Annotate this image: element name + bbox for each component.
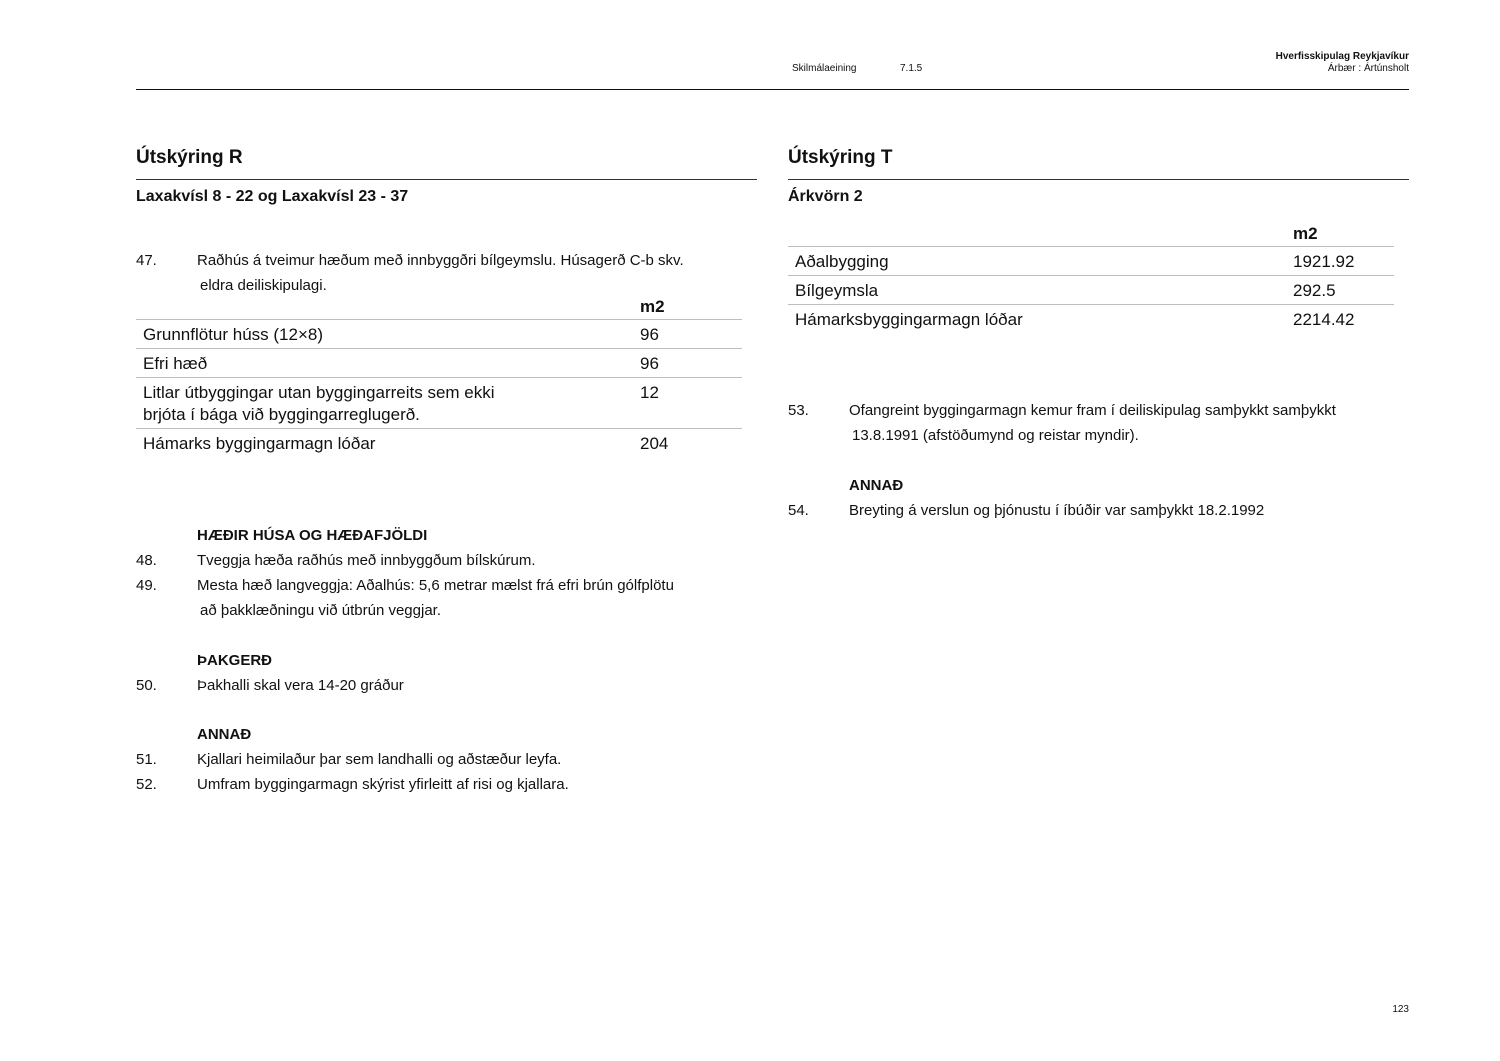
row-value: 292.5 [1293, 276, 1394, 305]
row-label: Grunnflötur húss (12×8) [136, 320, 640, 349]
item-text-line: Ofangreint byggingarmagn kemur fram í deiliskipulag samþykkt samþykkt [849, 402, 1336, 419]
right-title-divider [788, 179, 1409, 180]
row-value: 96 [640, 349, 742, 378]
section-label: Skilmálaeining [792, 63, 857, 74]
item-text-line: eldra deiliskipulagi. [200, 277, 327, 294]
item-text [849, 398, 1336, 448]
row-value: 204 [640, 429, 742, 458]
row-label: Aðalbygging [788, 247, 1293, 276]
roof-heading: ÞAKGERÐ [197, 652, 273, 669]
item-48 [136, 548, 756, 573]
row-value: 96 [640, 320, 742, 349]
row-label: Hámarksbyggingarmagn lóðar [788, 305, 1293, 334]
table-row [136, 378, 742, 429]
row-value: 12 [640, 378, 742, 429]
item-number: 49. [136, 577, 157, 594]
plan-area: Árbær : Ártúnsholt [1327, 63, 1409, 74]
page-number: 123 [1392, 1004, 1409, 1015]
right-other-heading: ANNAÐ [849, 477, 904, 494]
item-text [197, 573, 674, 623]
item-number: 53. [788, 402, 809, 419]
header-divider [136, 89, 1409, 90]
table-row [788, 276, 1394, 305]
table-header-row [788, 223, 1394, 247]
item-number: 47. [136, 252, 157, 269]
item-text: Tveggja hæða raðhús með innbyggðum bílskúrum. [197, 552, 536, 569]
item-47 [136, 248, 756, 298]
item-number: 51. [136, 751, 157, 768]
unit-header: m2 [640, 297, 665, 316]
item-number: 54. [788, 502, 809, 519]
item-54 [788, 498, 1408, 523]
item-number: 52. [136, 776, 157, 793]
table-row [136, 429, 742, 458]
item-number: 50. [136, 677, 157, 694]
item-text-line: Mesta hæð langveggja: Aðalhús: 5,6 metrar mælst frá efri brún gólfplötu [197, 577, 674, 594]
item-49 [136, 573, 756, 623]
item-text-line: 13.8.1991 (afstöðumynd og reistar myndir). [852, 427, 1139, 444]
left-section-subtitle: Laxakvísl 8 - 22 og Laxakvísl 23 - 37 [136, 188, 409, 205]
item-text: Umfram byggingarmagn skýrist yfirleitt af risi og kjallara. [197, 776, 569, 793]
item-text-line: Raðhús á tveimur hæðum með innbyggðri bílgeymslu. Húsagerð C-b skv. [197, 252, 684, 269]
table-row [788, 305, 1394, 334]
unit-header: m2 [1293, 224, 1318, 243]
table-row [136, 320, 742, 349]
row-label: Bílgeymsla [788, 276, 1293, 305]
table-row [136, 349, 742, 378]
item-51 [136, 747, 756, 772]
item-50 [136, 673, 756, 698]
left-area-table [136, 296, 742, 457]
item-text-line: að þakklæðningu við útbrún veggjar. [200, 602, 441, 619]
plan-title: Hverfisskipulag Reykjavíkur [1275, 51, 1409, 62]
row-value: 1921.92 [1293, 247, 1394, 276]
row-label: Hámarks byggingarmagn lóðar [136, 429, 640, 458]
section-number: 7.1.5 [900, 63, 923, 74]
item-text: Þakhalli skal vera 14-20 gráður [197, 677, 404, 694]
row-label-line: Litlar útbyggingar utan byggingarreits sem ekki [143, 383, 495, 402]
row-label [136, 378, 640, 429]
left-other-heading: ANNAÐ [197, 726, 252, 743]
item-text [197, 248, 684, 298]
row-label: Efri hæð [136, 349, 640, 378]
row-label-line: brjóta í bága við byggingarreglugerð. [143, 405, 420, 424]
item-number: 48. [136, 552, 157, 569]
heights-heading: HÆÐIR HÚSA OG HÆÐAFJÖLDI [197, 527, 428, 544]
item-text: Kjallari heimilaður þar sem landhalli og aðstæður leyfa. [197, 751, 562, 768]
table-header-row [136, 296, 742, 320]
item-52 [136, 772, 756, 797]
row-value: 2214.42 [1293, 305, 1394, 334]
item-53 [788, 398, 1408, 448]
left-section-title: Útskýring R [136, 147, 243, 168]
item-text: Breyting á verslun og þjónustu í íbúðir var samþykkt 18.2.1992 [849, 502, 1265, 519]
right-area-table [788, 223, 1394, 333]
left-title-divider [136, 179, 757, 180]
right-section-subtitle: Árkvörn 2 [788, 188, 863, 205]
table-row [788, 247, 1394, 276]
right-section-title: Útskýring T [788, 147, 893, 168]
